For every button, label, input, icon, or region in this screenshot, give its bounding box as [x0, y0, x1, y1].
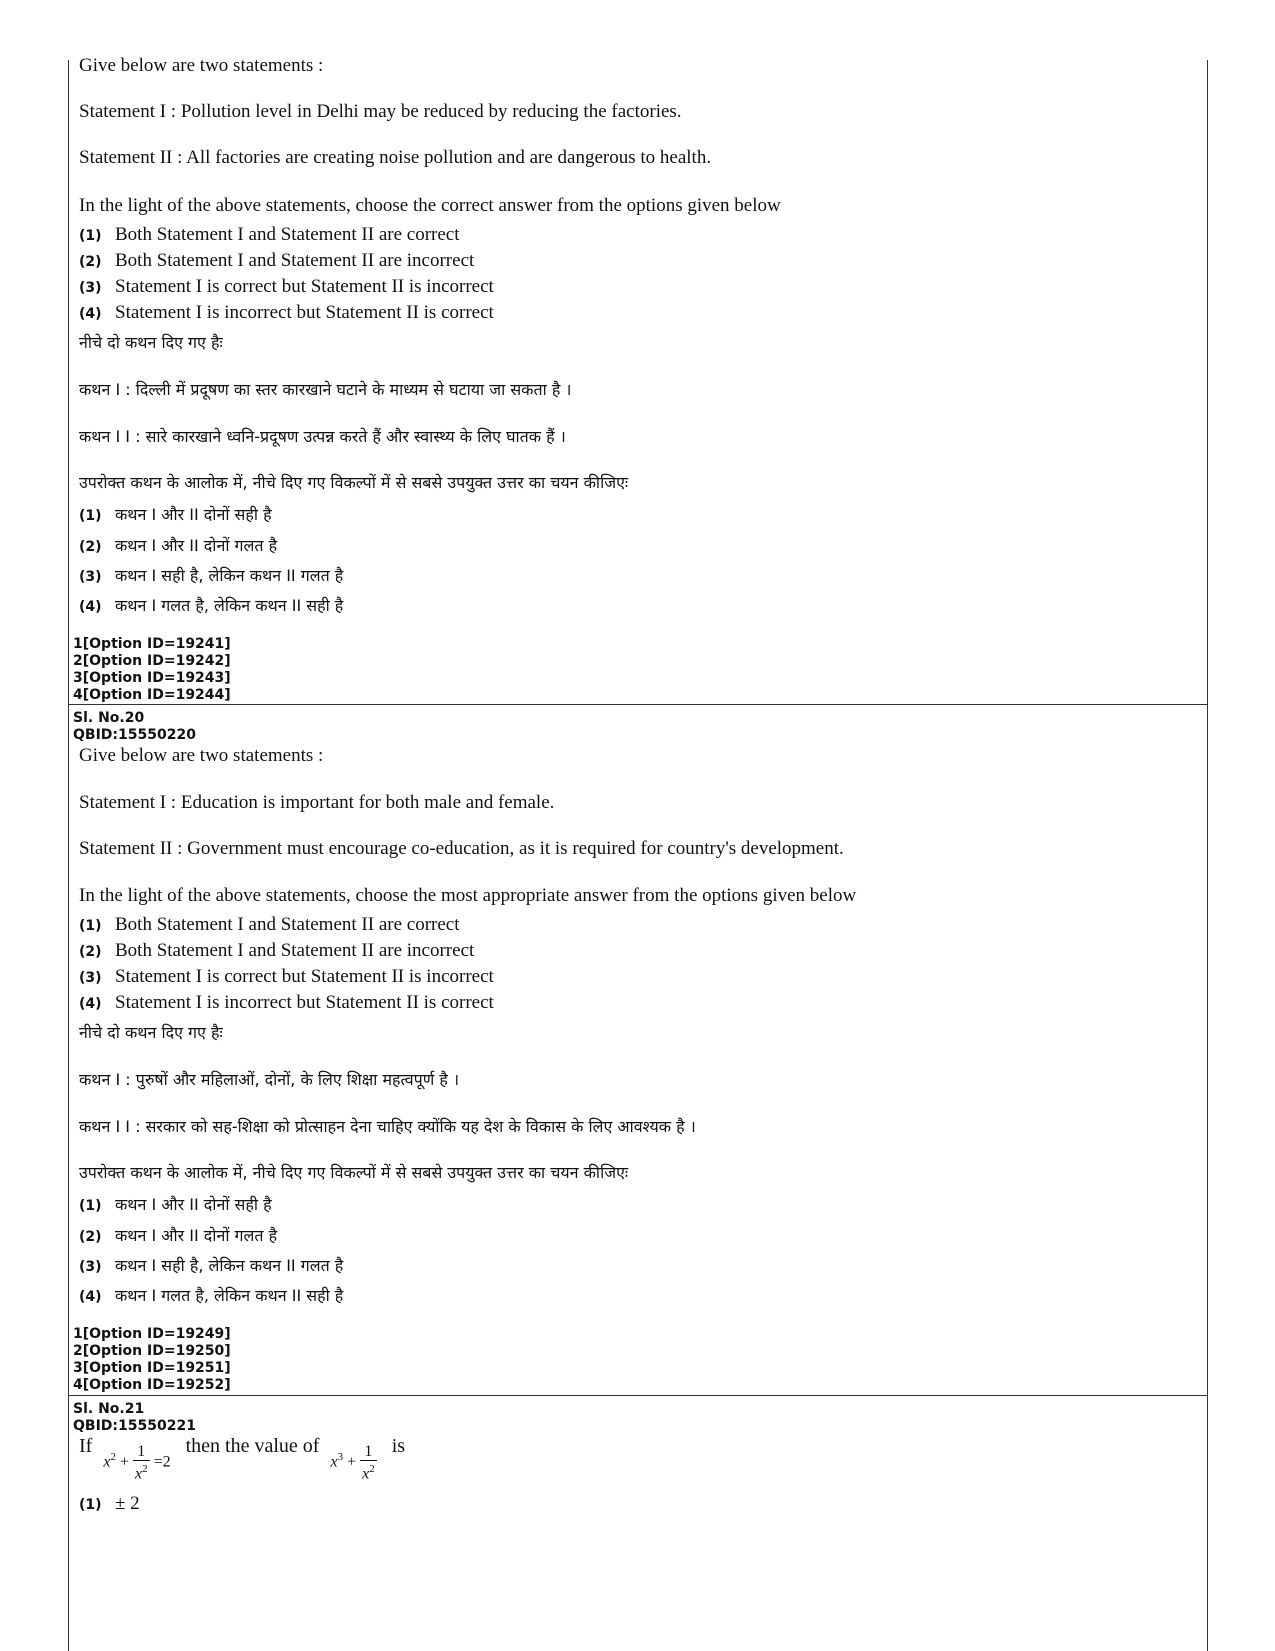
q20-hindi-option-3: (3) कथन I सही है, लेकिन कथन II गलत है — [79, 1256, 344, 1275]
q19-hindi-option-2: (2) कथन I और II दोनों गलत है — [79, 536, 278, 555]
q19-hindi-option-3: (3) कथन I सही है, लेकिन कथन II गलत है — [79, 566, 344, 585]
q20-hindi-statement-2: कथन I I : सरकार को सह-शिक्षा को प्रोत्साहन देना चाहिए क्योंकि यह देश के विकास के लिए आवश्यक है । — [79, 1117, 696, 1136]
q19-hindi-intro: नीचे दो कथन दिए गए हैः — [79, 333, 223, 352]
q19-statement-1: Statement I : Pollution level in Delhi may be reduced by reducing the factories. — [79, 101, 682, 122]
q19-option-2: (2) Both Statement I and Statement II are incorrect — [79, 250, 475, 271]
q20-option-2: (2) Both Statement I and Statement II are incorrect — [79, 940, 475, 961]
q19-hindi-option-4: (4) कथन I गलत है, लेकिन कथन II सही है — [79, 596, 344, 615]
q21-if: If — [79, 1435, 93, 1457]
q19-option-ids: 1[Option ID=19241] 2[Option ID=19242] 3[Option ID=19243] 4[Option ID=19244] — [73, 636, 231, 703]
q20-option-1: (1) Both Statement I and Statement II are correct — [79, 914, 460, 935]
q20-prompt: In the light of the above statements, choose the most appropriate answer from the options given below — [79, 885, 857, 906]
q20-serial: Sl. No.20 — [73, 710, 145, 726]
q19-prompt: In the light of the above statements, choose the correct answer from the options given below — [79, 195, 781, 216]
divider — [69, 1395, 1207, 1396]
q19-hindi-prompt: उपरोक्त कथन के आलोक में, नीचे दिए गए विकल्पों में से सबसे उपयुक्त उत्तर का चयन कीजिएः — [79, 473, 629, 492]
q20-option-ids: 1[Option ID=19249] 2[Option ID=19250] 3[Option ID=19251] 4[Option ID=19252] — [73, 1326, 231, 1393]
q21-qbid: QBID:15550221 — [73, 1418, 196, 1434]
q20-hindi-prompt: उपरोक्त कथन के आलोक में, नीचे दिए गए विकल्पों में से सबसे उपयुक्त उत्तर का चयन कीजिएः — [79, 1163, 629, 1182]
q21-option-1: (1) ± 2 — [79, 1493, 140, 1514]
q21-question — [79, 1435, 405, 1482]
q19-hindi-statement-1: कथन I : दिल्ली में प्रदूषण का स्तर कारखाने घटाने के माध्यम से घटाया जा सकता है । — [79, 380, 572, 399]
q19-intro: Give below are two statements : — [79, 55, 324, 76]
q19-hindi-option-1: (1) कथन I और II दोनों सही है — [79, 505, 272, 524]
q20-option-4: (4) Statement I is incorrect but Statement II is correct — [79, 992, 494, 1013]
q19-option-3: (3) Statement I is correct but Statement II is incorrect — [79, 276, 494, 297]
q20-statement-2: Statement II : Government must encourage co-education, as it is required for country's development. — [79, 838, 844, 859]
q20-hindi-option-2: (2) कथन I और II दोनों गलत है — [79, 1226, 278, 1245]
q19-statement-2: Statement II : All factories are creating noise pollution and are dangerous to health. — [79, 147, 712, 168]
q20-statement-1: Statement I : Education is important for both male and female. — [79, 792, 555, 813]
q20-hindi-option-4: (4) कथन I गलत है, लेकिन कथन II सही है — [79, 1286, 344, 1305]
q21-equation-2: $x^3$ + $\frac{1}{x^2}$ — [330, 1443, 375, 1483]
q21-header — [73, 1401, 196, 1435]
q20-option-3: (3) Statement I is correct but Statement II is incorrect — [79, 966, 494, 987]
q19-option-1: (1) Both Statement I and Statement II are correct — [79, 224, 460, 245]
q19-hindi-statement-2: कथन I I : सारे कारखाने ध्वनि-प्रदूषण उत्पन्न करते हैं और स्वास्थ्य के लिए घातक हैं । — [79, 427, 566, 446]
q19-option-4: (4) Statement I is incorrect but Statement II is correct — [79, 302, 494, 323]
q20-hindi-statement-1: कथन I : पुरुषों और महिलाओं, दोनों, के लिए शिक्षा महत्वपूर्ण है । — [79, 1070, 460, 1089]
divider — [69, 704, 1207, 705]
q21-then: then the value of — [185, 1435, 320, 1457]
question-frame — [68, 55, 1208, 1651]
q20-intro: Give below are two statements : — [79, 745, 324, 766]
q21-serial: Sl. No.21 — [73, 1401, 145, 1417]
q20-hindi-intro: नीचे दो कथन दिए गए हैः — [79, 1023, 223, 1042]
q20-hindi-option-1: (1) कथन I और II दोनों सही है — [79, 1195, 272, 1214]
q21-is: is — [391, 1435, 406, 1457]
q20-qbid: QBID:15550220 — [73, 727, 196, 743]
q21-equation-1: $x^2$ + $\frac{1}{x^2}$ =2 — [103, 1443, 171, 1483]
q20-header — [73, 710, 196, 744]
